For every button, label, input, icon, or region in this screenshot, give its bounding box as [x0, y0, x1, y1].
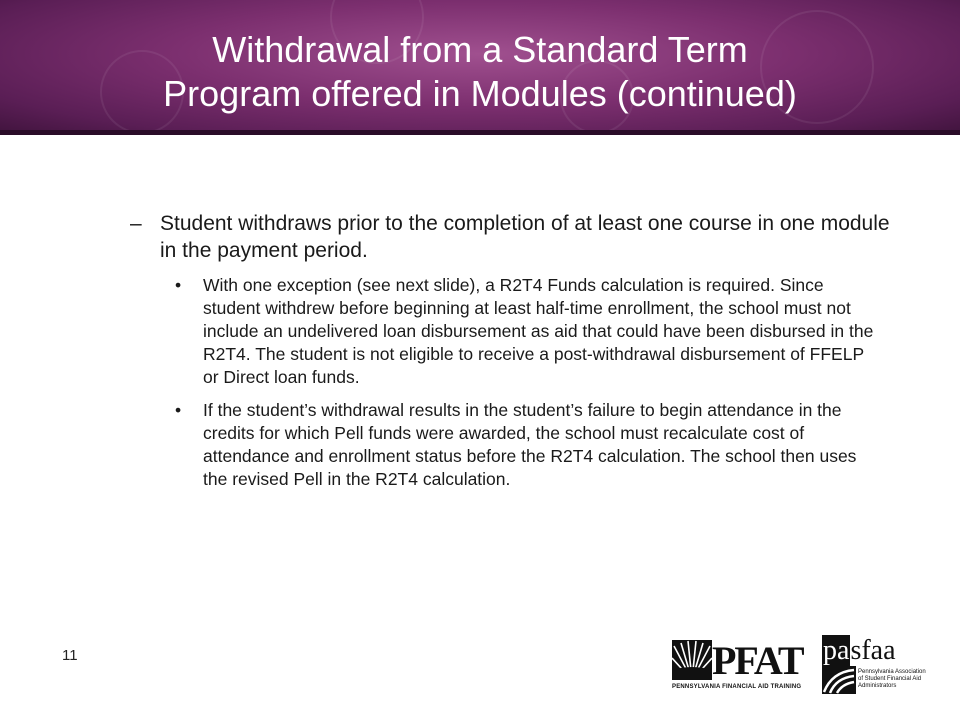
wave-icon — [822, 666, 856, 694]
pasfaa-wordmark — [822, 636, 896, 666]
dash-item-text: Student withdraws prior to the completion of at least one course in one module in the payment period. — [160, 212, 890, 262]
pasfaa-suffix: sfaa — [850, 635, 896, 666]
pasfaa-subtitle: Pennsylvania Association of Student Financial Aid Administrators — [858, 669, 926, 689]
title-line-1: Withdrawal from a Standard Term — [212, 29, 748, 70]
slide-title — [0, 28, 960, 116]
bullet-text: If the student’s withdrawal results in the student’s failure to begin attendance in the credits for which Pell funds were awarded, the school must recalculate cost of attendance and enrollment status before the R2T4 calculation. The school then uses the revised Pell in the R2T4 calculation. — [203, 400, 857, 489]
bullet-marker: • — [175, 400, 182, 420]
pasfaa-prefix: pa — [823, 635, 850, 666]
bullet-item — [175, 274, 880, 389]
pfat-logo — [672, 640, 810, 692]
pfat-subtitle: PENNSYLVANIA FINANCIAL AID TRAINING — [672, 684, 802, 690]
bullet-item — [175, 399, 880, 491]
page-number: 11 — [62, 647, 78, 664]
bullet-marker: • — [175, 275, 182, 295]
dash-marker: – — [130, 212, 142, 235]
sunburst-icon — [672, 640, 712, 680]
title-banner — [0, 0, 960, 135]
title-line-2: Program offered in Modules (continued) — [163, 73, 797, 114]
slide-body — [130, 210, 890, 501]
pasfaa-logo — [822, 636, 932, 696]
pfat-wordmark: PFAT — [712, 638, 803, 683]
dash-item — [130, 210, 890, 264]
bullet-text: With one exception (see next slide), a R2T4 Funds calculation is required. Since student withdrew before beginning at least half-time enrollment, the school must not include an undelivered loan disbursement as aid that could have been disbursed in the R2T4. The student is not eligible to receive a post-withdrawal disbursement of FFELP or Direct loan funds. — [203, 275, 874, 387]
